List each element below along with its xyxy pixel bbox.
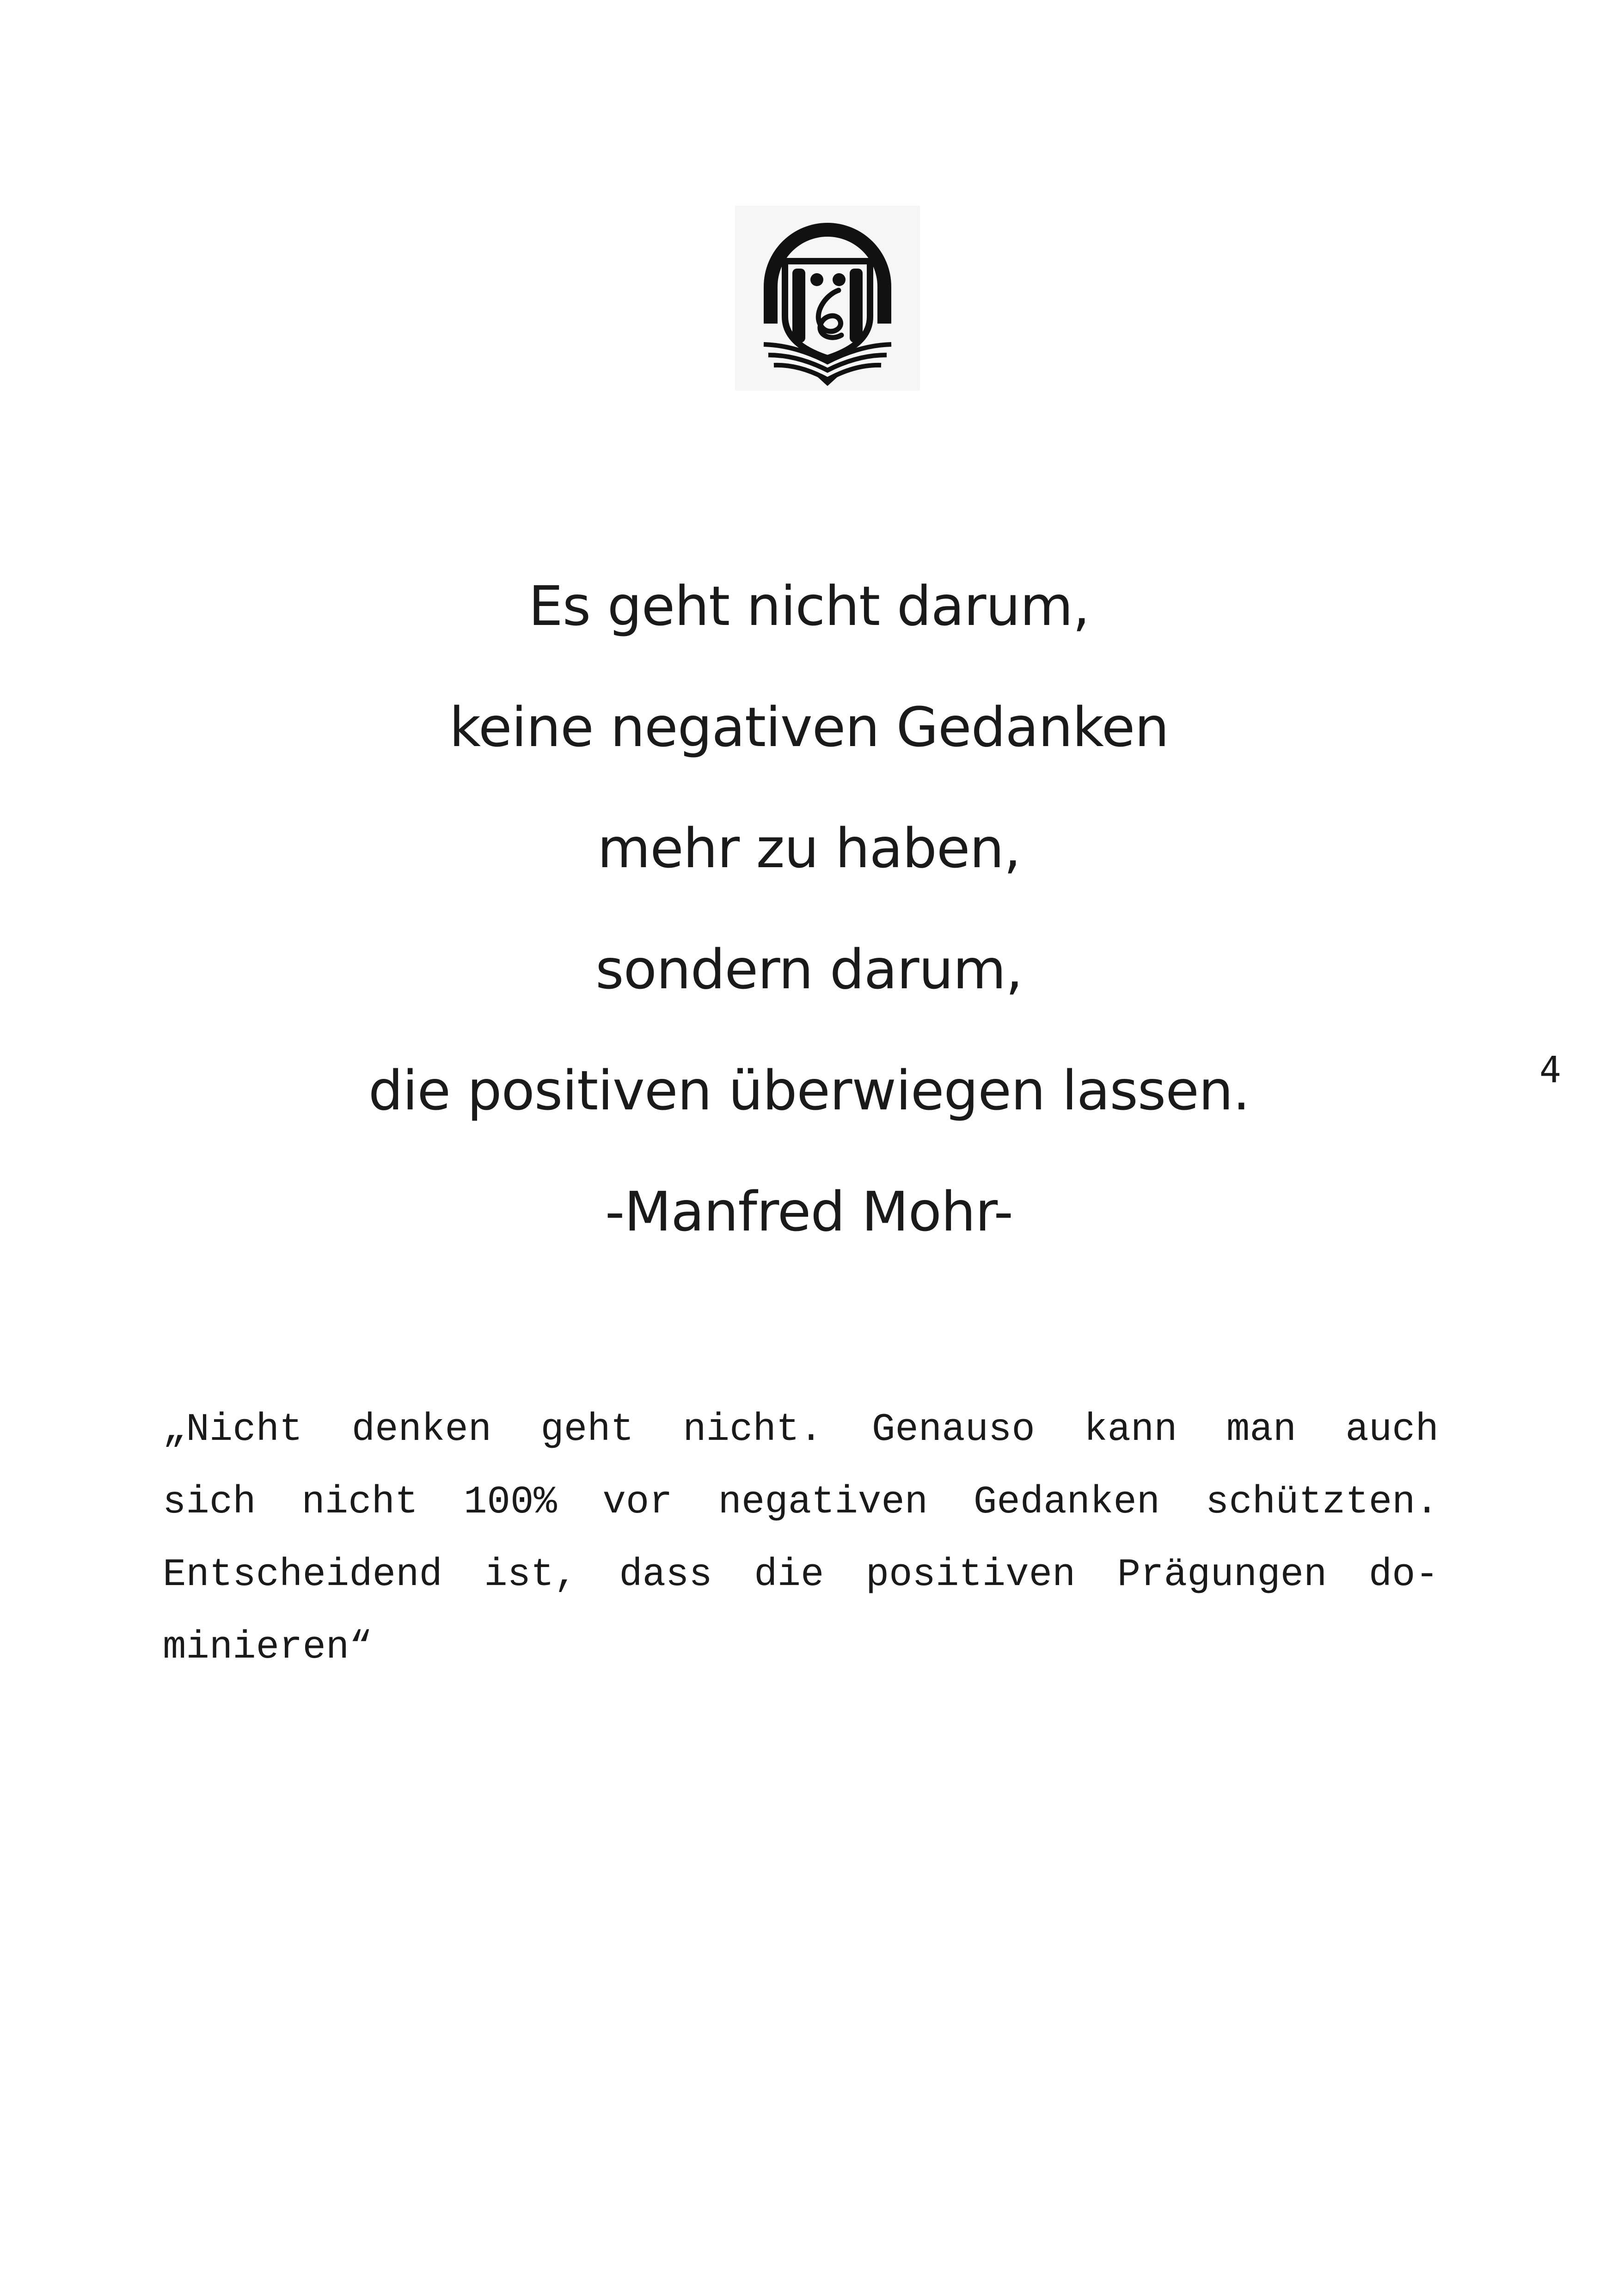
crest-logo	[735, 206, 920, 391]
quote-author: -Manfred Mohr-	[605, 1180, 1013, 1243]
quote-line: mehr zu haben,	[597, 816, 1021, 880]
quote-block	[0, 545, 1618, 1272]
comment-line: Entscheidend ist, dass die positiven Prägungen do-	[163, 1553, 1439, 1597]
comment-line: sich nicht 100% vor negativen Gedanken schützten.	[163, 1481, 1439, 1525]
quote-line: Es geht nicht darum,	[528, 574, 1090, 638]
crest-open-book-emblem-icon	[735, 206, 920, 391]
comment-line: „Nicht denken geht nicht. Genauso kann man auch	[163, 1408, 1439, 1452]
quote-line: die positiven überwiegen lassen.	[368, 1059, 1250, 1122]
comment-line: minieren“	[163, 1626, 373, 1670]
quote-line: keine negativen Gedanken	[449, 695, 1169, 759]
comment-paragraph	[163, 1394, 1439, 1684]
quote-line: sondern darum,	[595, 937, 1023, 1001]
page-number: 4	[1539, 1049, 1561, 1091]
